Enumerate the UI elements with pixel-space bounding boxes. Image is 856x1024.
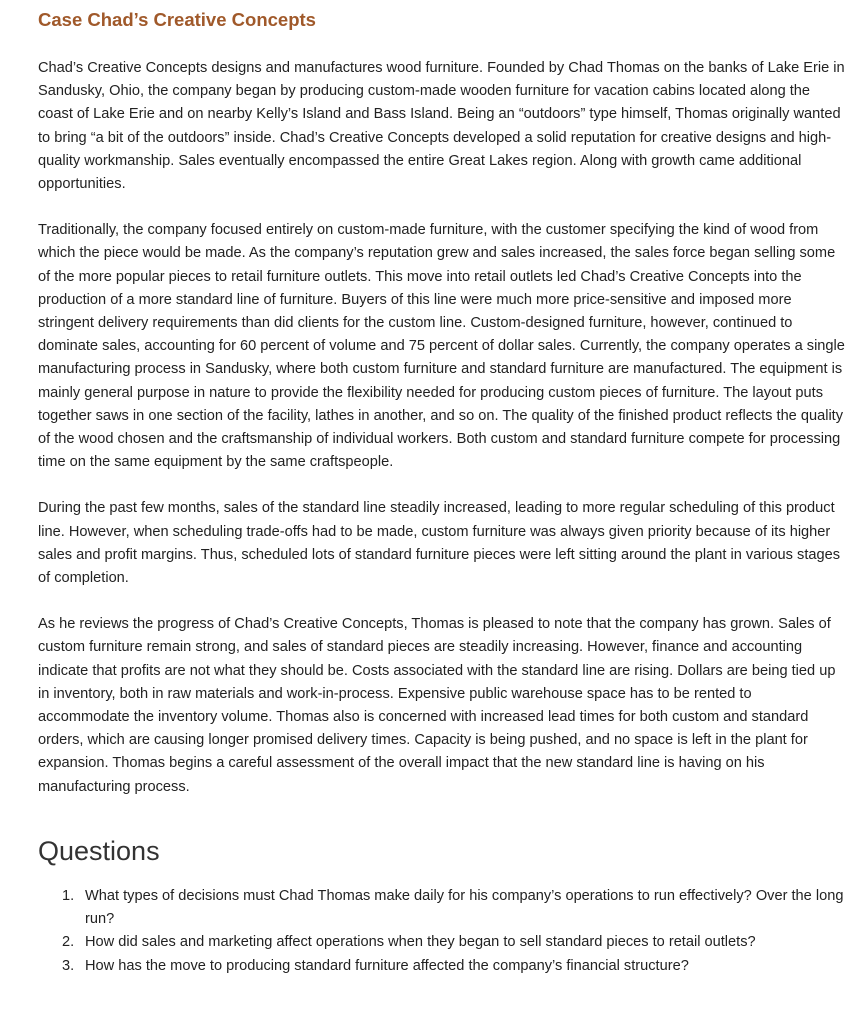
paragraph-assessment: As he reviews the progress of Chad’s Creative Concepts, Thomas is pleased to note that the company has grown. Sales of custom furniture remain strong, and sales of standard pieces are steadily increasing. However, finance and accounting indicate that profits are not what they should be. Costs associated with the standard line are rising. Dollars are being tied up in inventory, both in raw materials and work-in-process. Expensive public warehouse space has to be rented to accommodate the inventory volume. Thomas also is concerned with increased lead times for both custom and standard orders, which are causing longer promised delivery times. Capacity is being pushed, and no space is left in the plant for expansion. Thomas begins a careful assessment of the overall impact that the new standard line is having on his manufacturing process. bbox=[38, 616, 836, 795]
question-item bbox=[38, 885, 846, 931]
document-page bbox=[38, 8, 846, 978]
question-text: What types of decisions must Chad Thomas make daily for his company’s operations to run effectively? Over the long run? bbox=[85, 887, 844, 928]
question-item bbox=[38, 931, 846, 954]
questions-list bbox=[38, 885, 846, 978]
paragraph-intro: Chad’s Creative Concepts designs and manufactures wood furniture. Founded by Chad Thomas on the banks of Lake Erie in Sandusky, Ohio, the company began by producing custom-made wooden furniture for vacation cabins located along the coast of Lake Erie and on nearby Kelly’s Island and Bass Island. Being an “outdoors” type himself, Thomas originally wanted to bring “a bit of the outdoors” inside. Chad’s Creative Concepts developed a solid reputation for creative designs and high-quality workmanship. Sales eventually encompassed the entire Great Lakes region. Along with growth came additional opportunities. bbox=[38, 60, 845, 193]
question-text: How did sales and marketing affect operations when they began to sell standard pieces to retail outlets? bbox=[85, 934, 756, 951]
question-number: 2. bbox=[62, 934, 75, 951]
paragraph-history: Traditionally, the company focused entirely on custom-made furniture, with the customer specifying the kind of wood from which the piece would be made. As the company’s reputation grew and sales increased, the sales force began selling some of the more popular pieces to retail furniture outlets. This move into retail outlets led Chad’s Creative Concepts into the production of a more standard line of furniture. Buyers of this line were much more price-sensitive and imposed more stringent delivery requirements than did clients for the custom line. Custom-designed furniture, however, continued to dominate sales, accounting for 60 percent of volume and 75 percent of dollar sales. Currently, the company operates a single manufacturing process in Sandusky, where both custom furniture and standard furniture are manufactured. The equipment is mainly general purpose in nature to provide the flexibility needed for producing custom pieces of furniture. The layout puts together saws in one section of the facility, lathes in another, and so on. The quality of the finished product reflects the quality of the wood chosen and the craftsmanship of individual workers. Both custom and standard furniture compete for processing time on the same equipment by the same craftspeople. bbox=[38, 222, 845, 471]
paragraph-scheduling: During the past few months, sales of the standard line steadily increased, leading to more regular scheduling of this product line. However, when scheduling trade-offs had to be made, custom furniture was always given priority because of its higher sales and profit margins. Thus, scheduled lots of standard furniture pieces were left sitting around the plant in various stages of completion. bbox=[38, 500, 841, 587]
question-number: 3. bbox=[62, 957, 75, 974]
question-text: How has the move to producing standard furniture affected the company’s financial structure? bbox=[85, 957, 689, 974]
question-number: 1. bbox=[62, 887, 75, 904]
question-item bbox=[38, 955, 846, 978]
questions-heading: Questions bbox=[38, 835, 160, 866]
case-title: Case Chad’s Creative Concepts bbox=[38, 9, 316, 30]
